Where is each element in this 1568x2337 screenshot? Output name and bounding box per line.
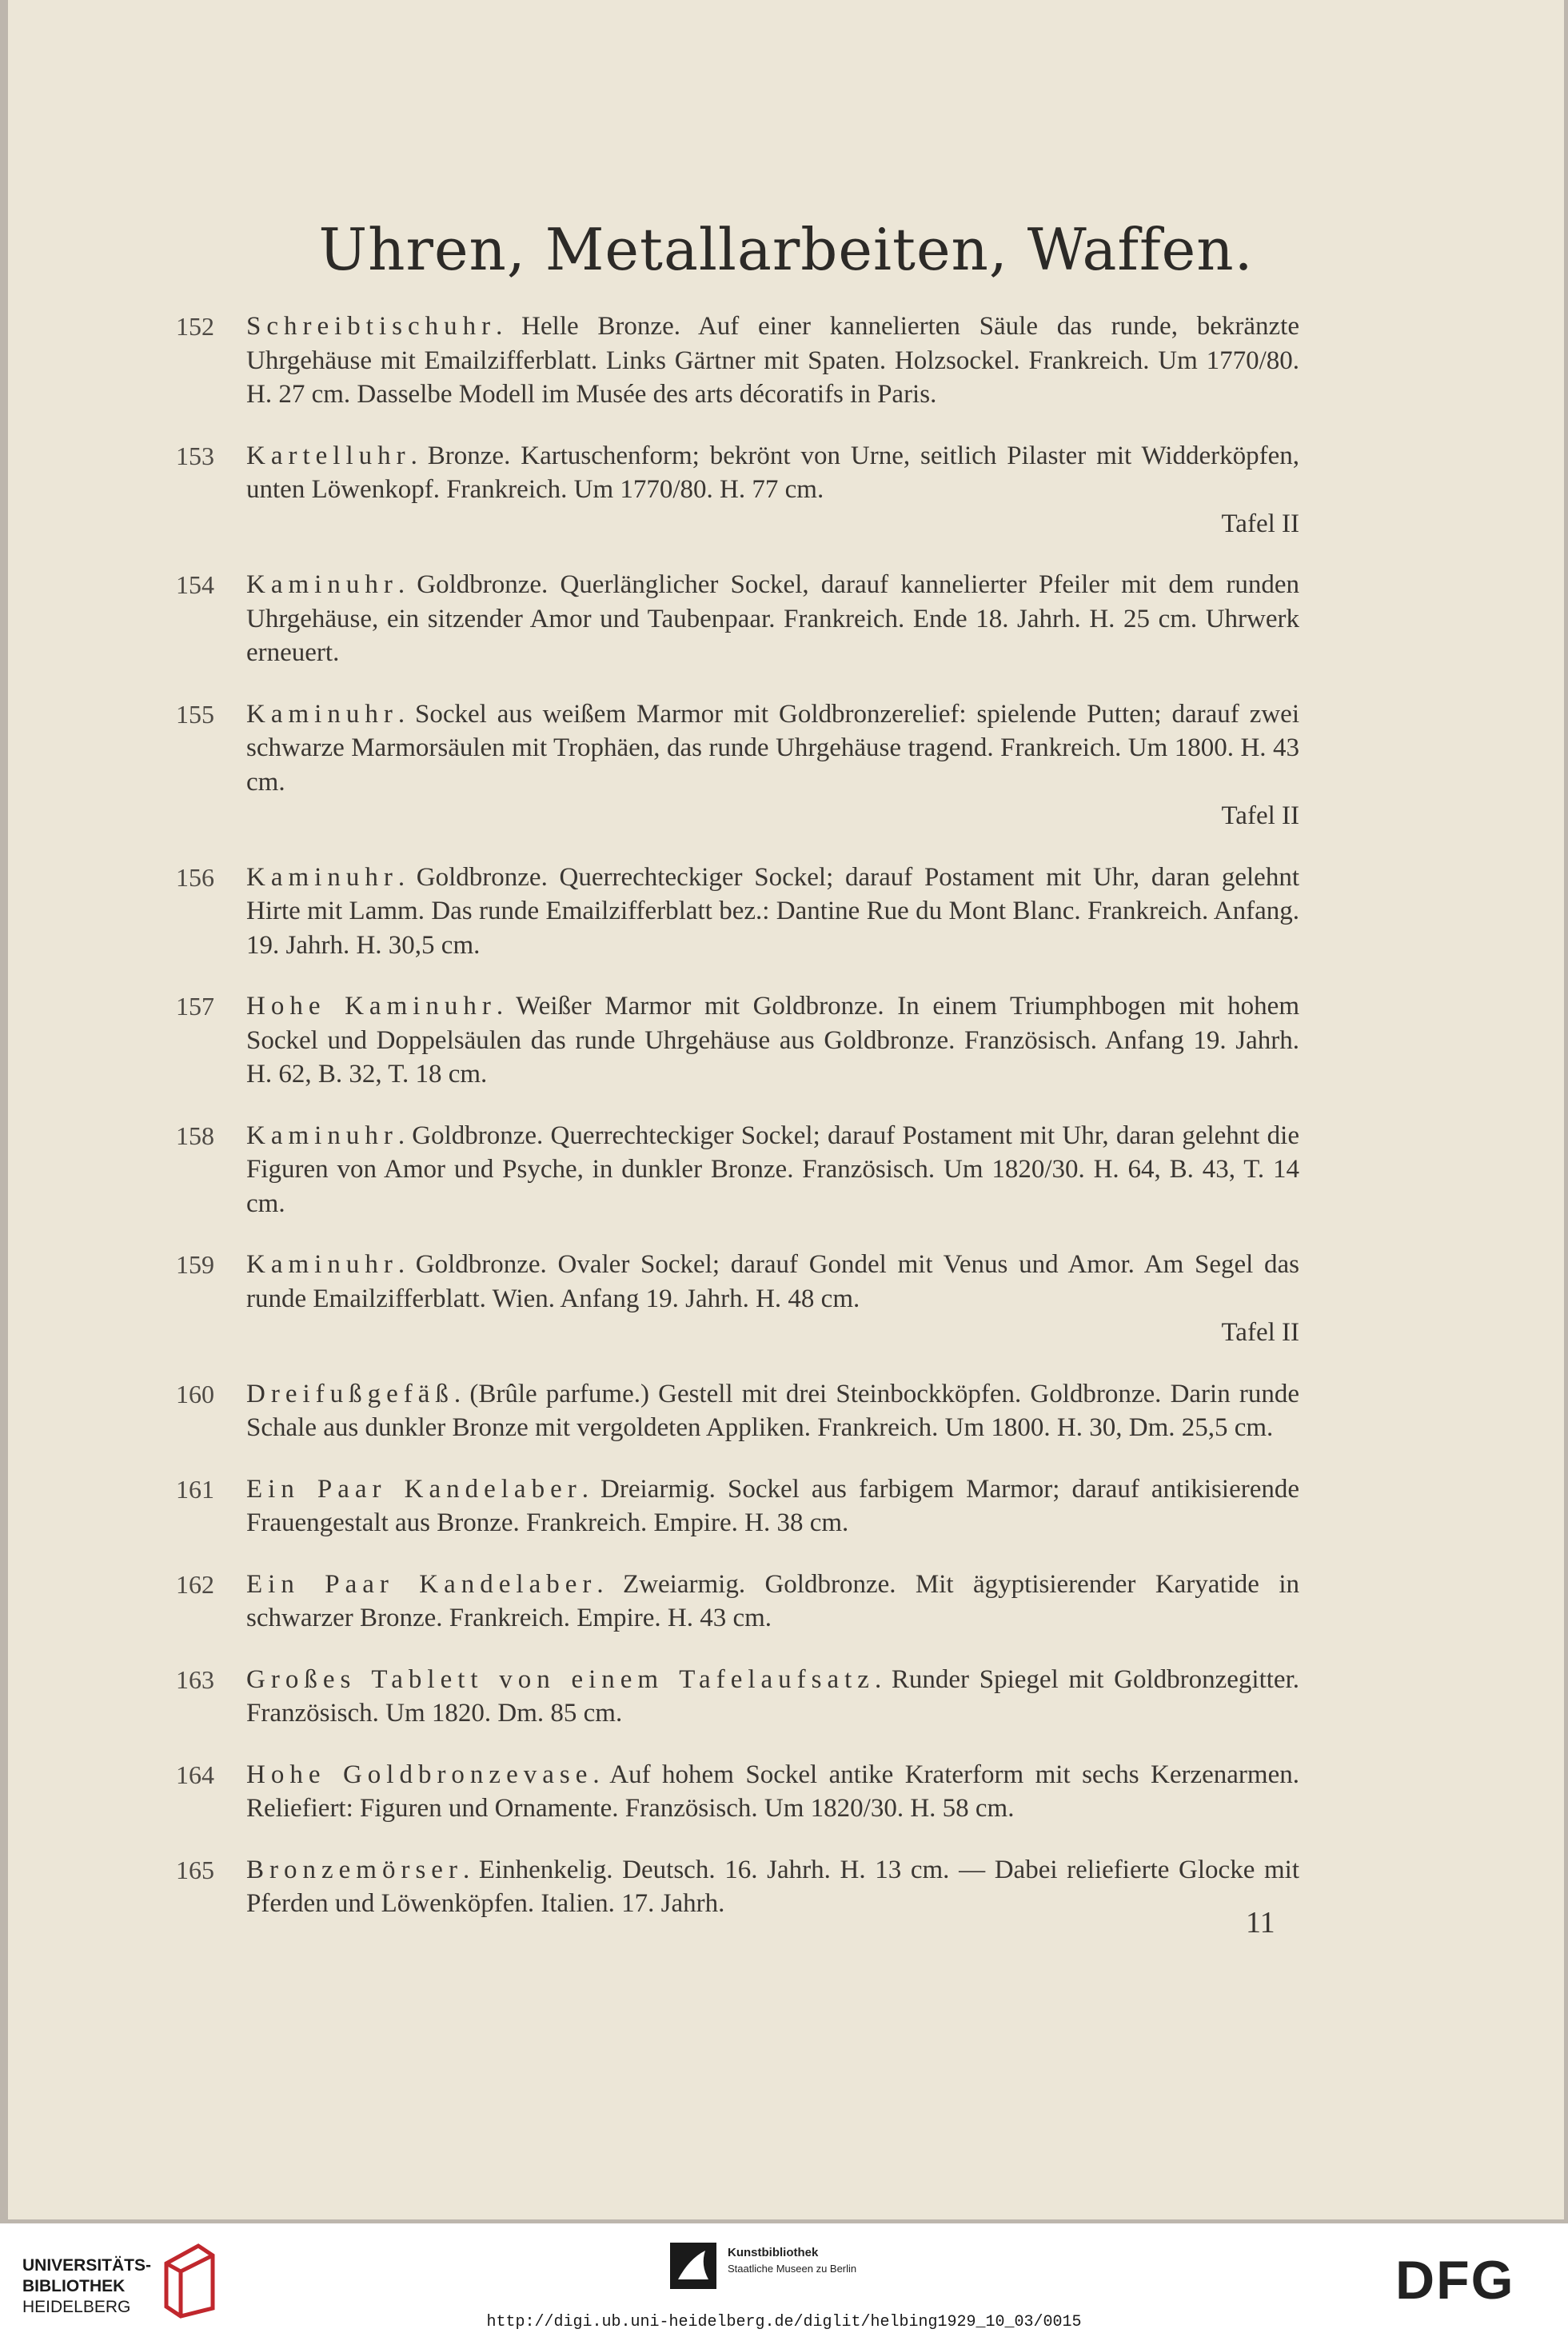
entry-text: . Dreiarmig. Sockel aus farbigem Marmor; darauf antikisierende Frauengestalt aus Bronze. Frankreich. Empire. H. 38 cm. (246, 1474, 1299, 1537)
catalogue-entry (176, 1853, 1299, 1921)
entry-object-name: Ein Paar Kandelaber (246, 1474, 582, 1504)
kb-subtitle: Staatliche Museen zu Berlin (728, 2263, 857, 2275)
catalogue-entry (176, 1248, 1299, 1350)
entry-text: . (Brûle parfume.) Gestell mit drei Steinbockköpfen. Goldbronze. Darin runde Schale aus dunkler Bronze mit vergoldeten Appliken. Frankreich. Um 1800. H. 30, Dm. 25,5 cm. (246, 1379, 1299, 1442)
catalogue-entry (176, 568, 1299, 670)
entry-object-name: Großes Tablett von einem Tafelaufsatz (246, 1664, 875, 1694)
entry-number: 162 (176, 1569, 214, 1599)
catalogue-entry (176, 697, 1299, 833)
entry-object-name: Schreibtischuhr (246, 312, 497, 341)
entry-description (246, 1119, 1299, 1221)
catalogue-entry (176, 861, 1299, 963)
entry-description (246, 310, 1299, 412)
kb-name: Kunstbibliothek (728, 2246, 819, 2259)
entry-text: . Einhenkelig. Deutsch. 16. Jahrh. H. 13 cm. — Dabei reliefierte Glocke mit Pferden und Löwenköpfen. Italien. 17. Jahrh. (246, 1855, 1299, 1918)
entry-description (246, 568, 1299, 670)
entry-number: 153 (176, 441, 214, 470)
entry-text: . Helle Bronze. Auf einer kannelierten Säule das runde, bekränzte Uhrgehäuse mit Emailzifferblatt. Links Gärtner mit Spaten. Holzsockel. Frankreich. Um 1770/80. H. 27 cm. Dasselbe Modell im Musée des arts décoratifs in Paris. (246, 312, 1299, 409)
entry-description (246, 1472, 1299, 1540)
catalogue-entry (176, 1472, 1299, 1540)
entry-text: . Bronze. Kartuschenform; bekrönt von Urne, seitlich Pilaster mit Widderköpfen, unten Löwenkopf. Frankreich. Um 1770/80. H. 77 cm. (246, 441, 1299, 504)
catalogue-entry (176, 310, 1299, 412)
page-url[interactable]: http://digi.ub.uni-heidelberg.de/diglit/helbing1929_10_03/0015 (486, 2313, 1082, 2331)
entry-object-name: Ein Paar Kandelaber (246, 1569, 597, 1599)
entry-text: . Sockel aus weißem Marmor mit Goldbronzerelief: spielende Putten; darauf zwei schwarze Marmorsäulen mit Trophäen, das runde Uhrgehäuse tragend. Frankreich. Um 1800. H. 43 cm. (246, 699, 1299, 797)
entry-number: 152 (176, 312, 214, 341)
entry-number: 158 (176, 1121, 214, 1150)
library-name-line1: UNIVERSITÄTS- (22, 2256, 152, 2275)
entry-object-name: Kaminuhr (246, 1250, 398, 1279)
entry-object-name: Kaminuhr (246, 699, 398, 729)
catalogue-entry (176, 439, 1299, 541)
catalogue-entry (176, 1377, 1299, 1445)
catalogue-entry (176, 989, 1299, 1092)
entry-description (246, 439, 1299, 541)
entry-object-name: Kartelluhr (246, 441, 411, 470)
entry-number: 156 (176, 862, 214, 892)
entry-object-name: Kaminuhr (246, 570, 398, 599)
catalogue-entry (176, 1758, 1299, 1826)
entry-object-name: Kaminuhr (246, 1121, 398, 1150)
viewer-footer (0, 2223, 1568, 2337)
eagle-icon (670, 2243, 716, 2289)
entry-description (246, 1377, 1299, 1445)
entry-text: . Goldbronze. Querrechteckiger Sockel; darauf Postament mit Uhr, daran gelehnt Hirte mit Lamm. Das runde Emailzifferblatt bez.: Dantine Rue du Mont Blanc. Frankreich. Anfang. 19. Jahrh. H. 30,5 cm. (246, 862, 1299, 960)
dfg-logo[interactable]: DFG (1395, 2250, 1515, 2311)
entry-number: 160 (176, 1379, 214, 1408)
university-library-logo-text[interactable] (22, 2255, 151, 2318)
entry-number: 164 (176, 1760, 214, 1789)
entry-object-name: Kaminuhr (246, 862, 398, 892)
entry-number: 161 (176, 1474, 214, 1504)
entry-number: 165 (176, 1855, 214, 1884)
catalogue-entry (176, 1119, 1299, 1221)
entry-object-name: Dreifußgefäß (246, 1379, 454, 1408)
catalogue-entry (176, 1663, 1299, 1731)
entry-number: 163 (176, 1664, 214, 1694)
entry-object-name: Hohe Goldbronzevase (246, 1760, 593, 1789)
kunstbibliothek-logo[interactable] (670, 2243, 857, 2292)
entry-text: . Goldbronze. Ovaler Sockel; darauf Gondel mit Venus und Amor. Am Segel das runde Emailzifferblatt. Wien. Anfang 19. Jahrh. H. 48 cm. (246, 1250, 1299, 1313)
scanned-page (8, 0, 1564, 2219)
entry-description (246, 1663, 1299, 1731)
plate-reference: Tafel II (1221, 1318, 1299, 1347)
entry-number: 155 (176, 699, 214, 729)
entry-object-name: Hohe Kaminuhr (246, 992, 497, 1021)
entry-description (246, 861, 1299, 963)
university-library-icon (160, 2239, 219, 2319)
entry-text: . Goldbronze. Querlänglicher Sockel, darauf kannelierter Pfeiler mit dem runden Uhrgehäuse, ein sitzender Amor und Taubenpaar. Frankreich. Ende 18. Jahrh. H. 25 cm. Uhrwerk erneuert. (246, 570, 1299, 667)
plate-reference: Tafel II (1221, 801, 1299, 830)
entry-object-name: Bronzemörser (246, 1855, 463, 1884)
entry-description (246, 1568, 1299, 1636)
entry-description (246, 1248, 1299, 1350)
entry-text: . Runder Spiegel mit Goldbronzegitter. Französisch. Um 1820. Dm. 85 cm. (246, 1664, 1299, 1728)
entry-text: . Auf hohem Sockel antike Kraterform mit sechs Kerzenarmen. Reliefiert: Figuren und Ornamente. Französisch. Um 1820/30. H. 58 cm. (246, 1760, 1299, 1823)
entry-text: . Zweiarmig. Goldbronze. Mit ägyptisierender Karyatide in schwarzer Bronze. Frankreich. Empire. H. 43 cm. (246, 1569, 1300, 1632)
entry-description (246, 1853, 1299, 1921)
library-name-line2: BIBLIOTHEK (22, 2277, 126, 2295)
entry-number: 159 (176, 1250, 214, 1279)
entry-number: 154 (176, 570, 214, 599)
plate-reference: Tafel II (1221, 509, 1299, 538)
library-name-line3: HEIDELBERG (22, 2298, 131, 2316)
entry-number: 157 (176, 992, 214, 1021)
entry-description (246, 989, 1299, 1092)
entry-description (246, 697, 1299, 833)
catalogue-entries (176, 310, 1299, 1948)
catalogue-entry (176, 1568, 1299, 1636)
page-number: 11 (1246, 1906, 1275, 1940)
entry-text: . Goldbronze. Querrechteckiger Sockel; darauf Postament mit Uhr, daran gelehnt die Figuren von Amor und Psyche, in dunkler Bronze. Französisch. Um 1820/30. H. 64, B. 43, T. 14 cm. (246, 1121, 1299, 1218)
entry-text: . Weißer Marmor mit Goldbronze. In einem Triumphbogen mit hohem Sockel und Doppelsäulen das runde Uhrgehäuse aus Goldbronze. Französisch. Anfang 19. Jahrh. H. 62, B. 32, T. 18 cm. (246, 992, 1299, 1089)
entry-description (246, 1758, 1299, 1826)
page-title: Uhren, Metallarbeiten, Waffen. (318, 216, 1254, 283)
